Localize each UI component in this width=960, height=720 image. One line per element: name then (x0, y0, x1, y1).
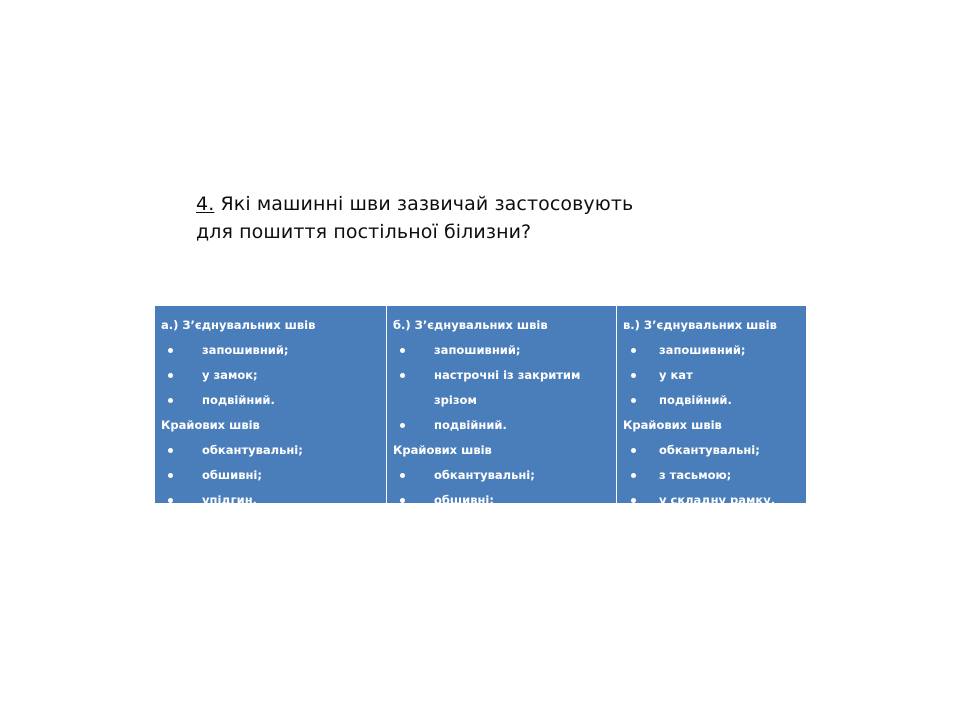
bullet-icon (400, 473, 405, 478)
option-a-join-seam-list (161, 338, 380, 413)
question-text-line-1: Які машинні шви зазвичай застосовують (214, 193, 634, 215)
list-item-label: обшивні; (202, 468, 262, 482)
list-item-label: з тасьмою; (659, 468, 732, 482)
list-item (623, 488, 800, 513)
question-heading (196, 190, 666, 246)
list-item-label: у складну рамку (434, 518, 546, 532)
bullet-icon (631, 348, 636, 353)
bullet-icon (631, 373, 636, 378)
question-number: 4. (196, 193, 215, 215)
bullet-icon (168, 448, 173, 453)
option-b-join-seam-list (393, 338, 610, 438)
bullet-icon (400, 498, 405, 503)
option-a-subheading: Крайових швів (161, 418, 260, 432)
list-item (161, 388, 380, 413)
list-item (393, 513, 610, 538)
option-a-edge-seam-list (161, 438, 380, 513)
list-item (161, 363, 380, 388)
option-b-subheading: Крайових швів (393, 443, 492, 457)
list-item-label: у складну рамку. (659, 493, 776, 507)
list-item-label: запошивний; (202, 343, 289, 357)
list-item (393, 488, 610, 513)
option-a-heading: а.) З’єднувальних швів (161, 318, 316, 332)
list-item (623, 463, 800, 488)
list-item-label: подвійний. (202, 393, 275, 407)
list-item-label: обшивні; (434, 493, 494, 507)
question-line-1 (196, 190, 666, 218)
bullet-icon (631, 498, 636, 503)
list-item-label: обкантувальні; (659, 443, 760, 457)
list-item (161, 338, 380, 363)
option-c-edge-seam-list (623, 438, 800, 513)
list-item (393, 463, 610, 488)
list-item-label: запошивний; (434, 343, 521, 357)
list-item (623, 338, 800, 363)
option-b-edge-seam-list (393, 463, 610, 538)
bullet-icon (168, 348, 173, 353)
answer-option-a[interactable] (155, 306, 386, 507)
answer-option-b[interactable] (386, 306, 616, 532)
bullet-icon (400, 348, 405, 353)
list-item (393, 413, 610, 438)
list-item-label: подвійний. (434, 418, 507, 432)
bullet-icon (168, 473, 173, 478)
bullet-icon (400, 423, 405, 428)
bullet-icon (168, 498, 173, 503)
list-item (393, 363, 610, 413)
list-item (623, 388, 800, 413)
list-item-label: подвійний. (659, 393, 732, 407)
list-item (623, 438, 800, 463)
question-line-2: для пошиття постільної білизни? (196, 221, 532, 243)
option-c-subheading: Крайових швів (623, 418, 722, 432)
bullet-icon (168, 373, 173, 378)
list-item (623, 363, 800, 388)
bullet-icon (631, 398, 636, 403)
list-item (161, 463, 380, 488)
bullet-icon (400, 523, 405, 528)
list-item-label: упідгин. (202, 493, 258, 507)
list-item-label: у замок; (202, 368, 258, 382)
list-item (161, 488, 380, 513)
answer-option-c[interactable] (616, 306, 806, 507)
list-item-label: у кат (659, 368, 693, 382)
bullet-icon (631, 473, 636, 478)
bullet-icon (631, 448, 636, 453)
bullet-icon (400, 373, 405, 378)
option-c-join-seam-list (623, 338, 800, 413)
list-item-label: настрочні із закритим зрізом (434, 368, 581, 407)
option-b-heading: б.) З’єднувальних швів (393, 318, 548, 332)
list-item (393, 338, 610, 363)
answer-options-table (155, 306, 806, 532)
list-item (161, 438, 380, 463)
option-c-heading: в.) З’єднувальних швів (623, 318, 777, 332)
list-item-label: запошивний; (659, 343, 746, 357)
list-item-label: обкантувальні; (434, 468, 535, 482)
list-item-label: обкантувальні; (202, 443, 303, 457)
bullet-icon (168, 398, 173, 403)
